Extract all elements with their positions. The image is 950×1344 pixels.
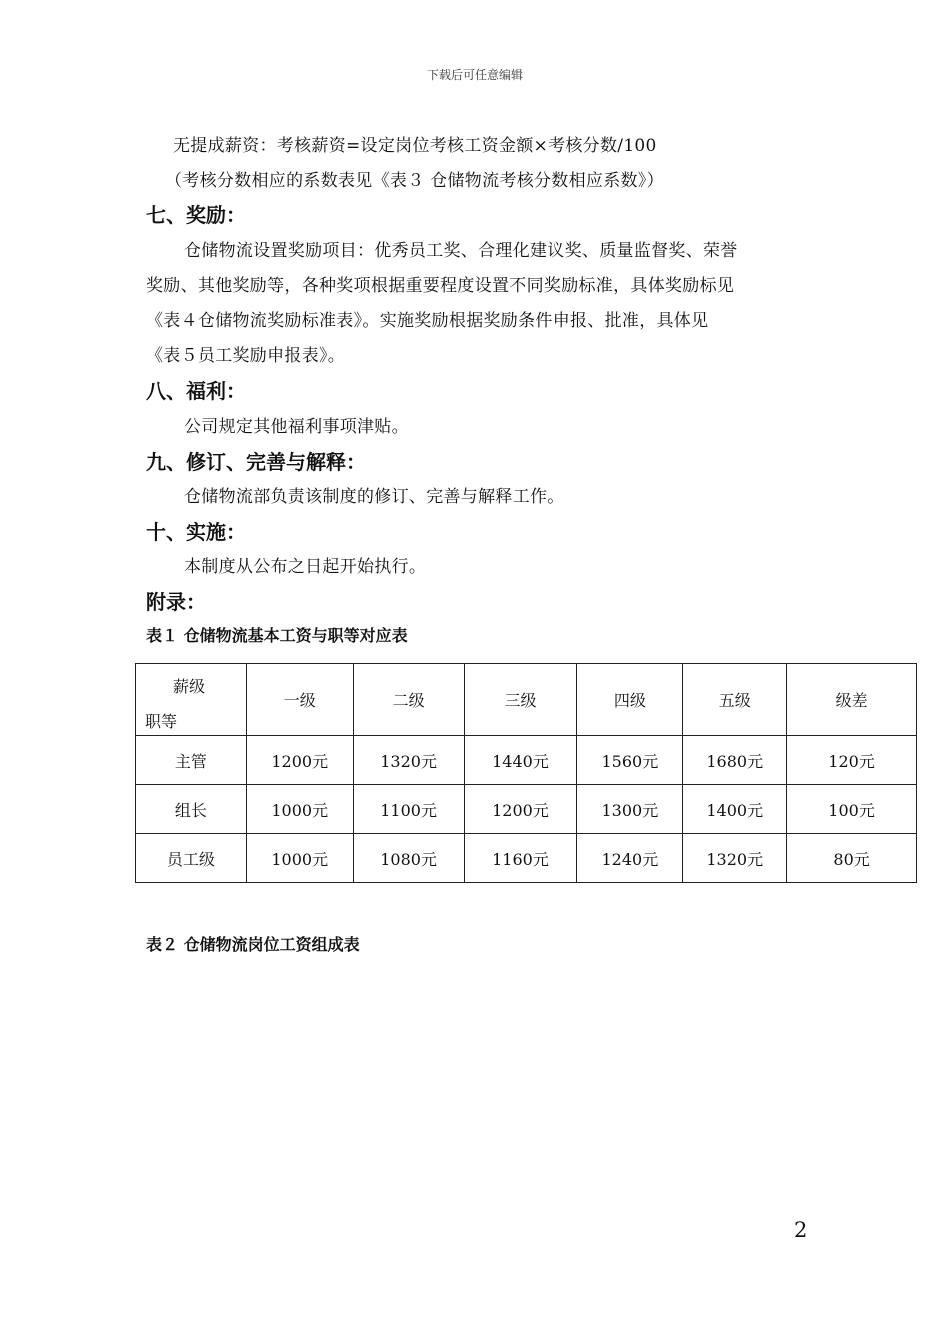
table-row <box>136 834 917 883</box>
table-cell: 1160元 <box>464 834 577 883</box>
paragraph-reward-line-4: 《表５员工奖励申报表》。 <box>146 346 346 366</box>
heading-section-9: 九、修订、完善与解释： <box>146 450 366 474</box>
salary-grade-table <box>135 663 917 883</box>
page-number: 2 <box>794 1218 808 1242</box>
table-cell: 1080元 <box>353 834 464 883</box>
column-header: 三级 <box>464 664 577 736</box>
table-cell: 1000元 <box>246 834 353 883</box>
header-note: 下载后可任意编辑 <box>426 68 523 82</box>
table-cell: 1320元 <box>353 736 464 785</box>
heading-section-7: 七、奖励： <box>146 203 246 227</box>
table-cell: 1680元 <box>683 736 787 785</box>
table-header-row <box>136 664 917 736</box>
table-cell: 1440元 <box>464 736 577 785</box>
table-cell: 1560元 <box>577 736 683 785</box>
table-1-caption: 表１ 仓储物流基本工资与职等对应表 <box>146 626 408 645</box>
table-cell: 1240元 <box>577 834 683 883</box>
paragraph-welfare: 公司规定其他福利事项津贴。 <box>184 417 409 437</box>
paragraph-coefficient-note: （考核分数相应的系数表见《表３ 仓储物流考核分数相应系数》） <box>165 171 664 191</box>
table-2-caption: 表２ 仓储物流岗位工资组成表 <box>146 935 360 954</box>
table-row <box>136 736 917 785</box>
heading-section-8: 八、福利： <box>146 379 246 403</box>
row-label: 主管 <box>136 736 247 785</box>
table-cell: 1200元 <box>464 785 577 834</box>
heading-section-10: 十、实施： <box>146 520 246 544</box>
table-cell: 100元 <box>787 785 917 834</box>
table-cell: 1400元 <box>683 785 787 834</box>
paragraph-reward-line-2: 奖励、其他奖励等，各种奖项根据重要程度设置不同奖励标准，具体奖励标见 <box>146 276 735 296</box>
paragraph-no-commission: 无提成薪资：考核薪资=设定岗位考核工资金额×考核分数/100 <box>173 136 657 156</box>
table-cell: 1300元 <box>577 785 683 834</box>
table-cell: 120元 <box>787 736 917 785</box>
row-label: 组长 <box>136 785 247 834</box>
table-row <box>136 785 917 834</box>
corner-label-grade: 薪级 <box>173 677 206 696</box>
column-header: 一级 <box>246 664 353 736</box>
paragraph-implementation: 本制度从公布之日起开始执行。 <box>184 557 427 577</box>
heading-appendix: 附录： <box>146 590 206 614</box>
table-cell: 1100元 <box>353 785 464 834</box>
column-header: 四级 <box>577 664 683 736</box>
table-corner-cell <box>136 664 247 736</box>
column-header: 二级 <box>353 664 464 736</box>
table-cell: 1200元 <box>246 736 353 785</box>
table-cell: 1320元 <box>683 834 787 883</box>
paragraph-reward-line-3: 《表４仓储物流奖励标准表》。实施奖励根据奖励条件申报、批准，具体见 <box>146 311 709 331</box>
row-label: 员工级 <box>136 834 247 883</box>
corner-label-rank: 职等 <box>145 712 178 731</box>
column-header: 五级 <box>683 664 787 736</box>
paragraph-reward-line-1: 仓储物流设置奖励项目：优秀员工奖、合理化建议奖、质量监督奖、荣誉 <box>184 241 738 261</box>
column-header: 级差 <box>787 664 917 736</box>
table-cell: 80元 <box>787 834 917 883</box>
table-cell: 1000元 <box>246 785 353 834</box>
paragraph-revision: 仓储物流部负责该制度的修订、完善与解释工作。 <box>184 487 565 507</box>
